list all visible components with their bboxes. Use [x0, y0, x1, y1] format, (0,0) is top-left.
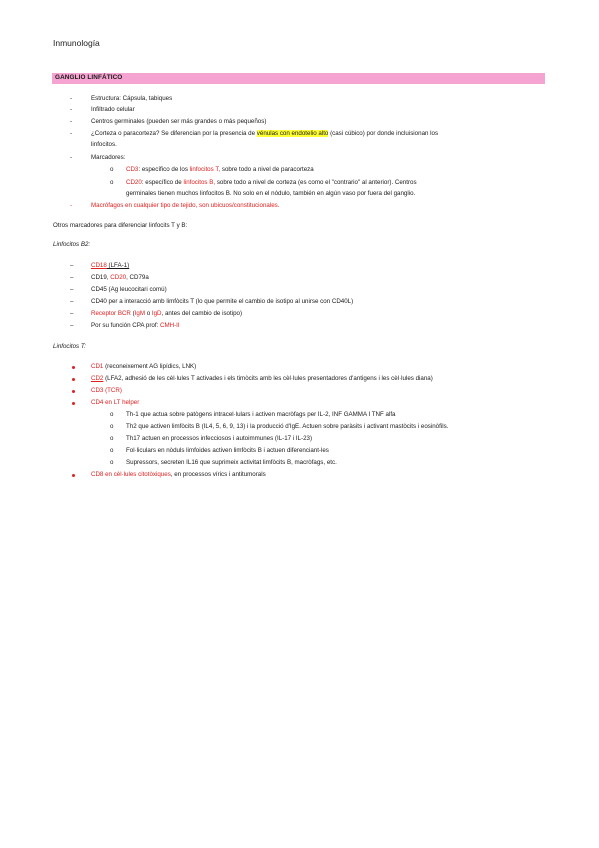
text-span: (casi cúbico) por donde incluisionan los: [328, 130, 439, 137]
list-item-cpa: [91, 322, 180, 330]
text-span: o: [145, 310, 152, 317]
text-span: , CD79a: [126, 274, 149, 281]
list-dash: -: [70, 106, 73, 113]
text-span: (LFA2, adhesió de les cèl·lules T activades i els timòcits amb les cèl·lules presentadores d'antigens i les cèl·lules diana): [103, 375, 433, 382]
list-endash: –: [70, 262, 74, 269]
list-item-marcadores: Marcadores:: [91, 154, 126, 161]
subheading-linfocitos-t: Linfocitos T:: [53, 343, 86, 350]
list-item-cd8: [91, 471, 266, 479]
list-endash: –: [70, 298, 74, 305]
list-item: Centros germinales (pueden ser más grandes o más pequeños): [91, 118, 267, 125]
red-text: CMH-II: [160, 322, 180, 329]
section-title: GANGLIO LINFÁTICO: [55, 74, 123, 81]
list-circle: o: [110, 179, 114, 186]
text-span: CD19,: [91, 274, 111, 281]
sublist-item-th2: Th2 que activen limfòcits B (IL4, 5, 6, 9, 13) i la producció d'IgE. Actuen sobre paràsits i activant mastòcits i eosinòfils.: [126, 423, 449, 430]
list-endash: –: [70, 274, 74, 281]
sublist-item-th17: Th17 actuen en processos infecciosos i autoimmunes (IL-17 i IL-23): [126, 435, 313, 442]
paragraph-otros: Otros marcadores para diferenciar linfocits T y B:: [53, 222, 188, 229]
list-circle: o: [110, 411, 114, 418]
text-span: (reconeixement AG lipídics, LNK): [103, 363, 197, 370]
section-header-bar: [52, 73, 545, 84]
text-span: , en processos vírics i antitumorals: [170, 471, 266, 478]
text-span: : específico de los: [138, 166, 190, 173]
list-item-cd2: [91, 375, 433, 383]
sublist-item-supressors: Supressors, secreten IL16 que suprimeix activitat limfòcits B, macròfags, etc.: [126, 459, 337, 466]
list-endash: –: [70, 286, 74, 293]
sublist-item-th1: Th-1 que actua sobre patògens intracel·lulars i activen macròfags per IL-2, INF GAMMA I TNF alfa: [126, 411, 396, 418]
list-endash: –: [70, 310, 74, 317]
list-item-cd4: CD4 en LT helper: [91, 399, 140, 406]
text-span: Por su función CPA prof:: [91, 322, 161, 329]
list-dash: -: [70, 154, 73, 161]
list-item-cd45: CD45 (Ag leucocitari comú): [91, 286, 167, 293]
text-span: (LFA-1): [106, 262, 130, 269]
list-item: Estructura: Cápsula, tabiques: [91, 95, 173, 102]
list-item-cd1: [91, 363, 196, 371]
text-span: (: [130, 310, 135, 317]
list-item: Infiltrado celular: [91, 106, 135, 113]
list-circle: o: [110, 447, 114, 454]
marker-code: CD3: [126, 166, 139, 173]
list-circle: o: [110, 435, 114, 442]
marker-code: CD1: [91, 363, 104, 370]
list-endash: –: [70, 322, 74, 329]
red-text: IgD: [151, 310, 162, 317]
red-text: linfocitos B,: [183, 179, 216, 186]
list-dash: -: [70, 95, 73, 102]
list-dash: -: [70, 202, 73, 209]
text-span: ¿Corteza o paracorteza? Se diferencian por la presencia de: [91, 130, 257, 137]
marker-code: CD18: [91, 262, 107, 269]
list-circle: o: [110, 423, 114, 430]
subheading-linfocitos-b2: Linfocitos B2:: [53, 241, 91, 248]
red-text: Receptor BCR: [91, 310, 131, 317]
document-header-title: Inmunología: [53, 38, 100, 48]
marker-code: CD20: [126, 179, 142, 186]
bullet-dot-icon: [72, 390, 75, 393]
sublist-item-foliculars: Fol·liculars en nòduls limfoides activen limfòcits B i actuen diferenciant-les: [126, 447, 329, 454]
text-span: : específico de: [141, 179, 184, 186]
sublist-item-cd3: [126, 166, 314, 174]
list-item-cd40: CD40 per a interacció amb limfòcits T (lo que permite el cambio de isotipo al unirse con CD40L): [91, 298, 354, 305]
bullet-dot-icon: [72, 474, 75, 477]
list-item-macrofagos: Macrófagos en cualquier tipo de tejido, son ubicuos/constitucionales.: [91, 202, 280, 209]
text-span: sobre todo a nivel de paracorteza: [220, 166, 314, 173]
text-span: , antes del cambio de isotipo): [161, 310, 243, 317]
sublist-item-continuation: germinales tienen muchos linfocitos B. No solo en el nódulo, también en algún vaso por fuera del ganglio.: [126, 190, 416, 197]
list-item-corteza: [91, 130, 438, 138]
bullet-dot-icon: [72, 402, 75, 405]
red-text: CD8 en cèl·lules citotòxiques: [91, 471, 171, 478]
list-item-cd18: [91, 262, 129, 270]
list-item-cd3-tcr: CD3 (TCR): [91, 387, 122, 394]
red-text: IgM: [134, 310, 145, 317]
bullet-dot-icon: [72, 378, 75, 381]
list-item-receptor: [91, 310, 242, 318]
red-text: CD20: [110, 274, 127, 281]
list-circle: o: [110, 459, 114, 466]
sublist-item-cd20: [126, 179, 417, 187]
red-text: linfocitos T,: [189, 166, 221, 173]
bullet-dot-icon: [72, 366, 75, 369]
list-dash: -: [70, 130, 73, 137]
list-dash: -: [70, 118, 73, 125]
text-span: sobre todo a nivel de corteza (es como el "contrario" al anterior). Centros: [215, 179, 417, 186]
list-item-cd19: [91, 274, 149, 282]
highlighted-text: vénulas con endotelio alto: [256, 130, 329, 137]
list-item-continuation: linfocitos.: [91, 141, 117, 148]
list-circle: o: [110, 166, 114, 173]
marker-code: CD2: [91, 375, 104, 382]
